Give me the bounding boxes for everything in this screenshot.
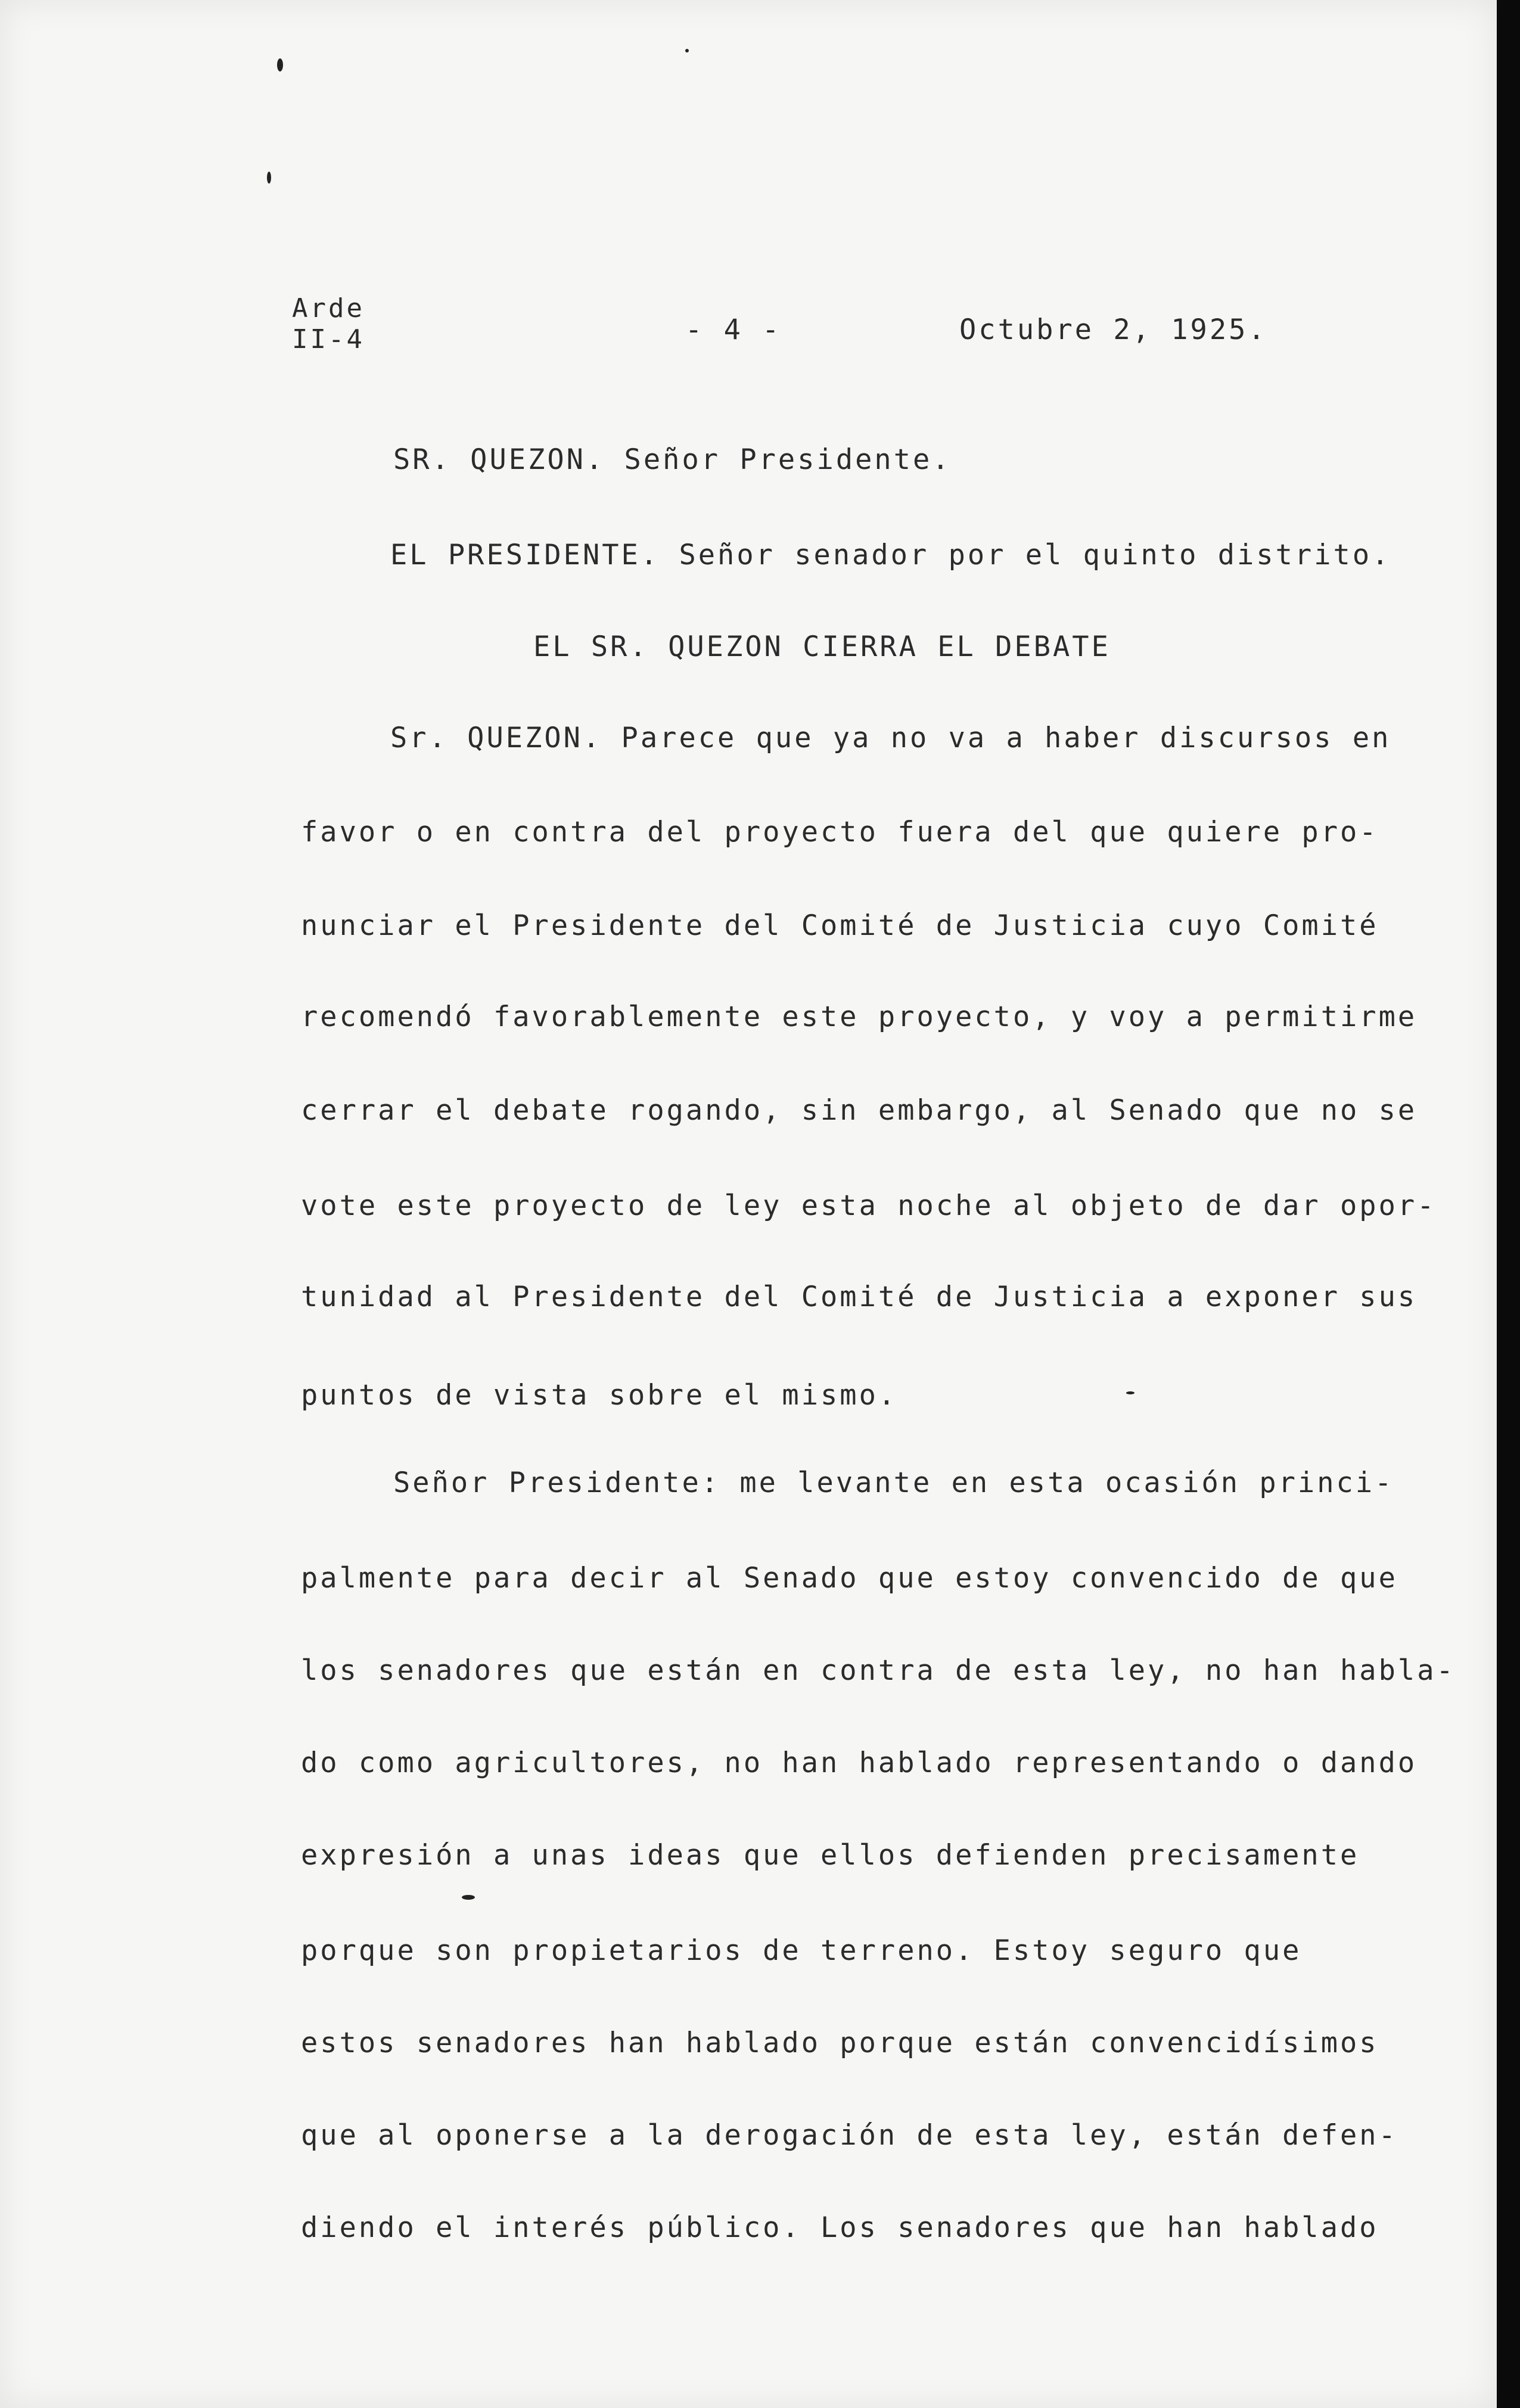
document-date: Octubre 2, 1925. bbox=[959, 313, 1267, 346]
text-line-7: recomendó favorablemente este proyecto, y voy a permitirme bbox=[301, 1001, 1418, 1033]
text-line-17: porque son propietarios de terreno. Estoy seguro que bbox=[301, 1934, 1302, 1967]
scan-speck bbox=[277, 58, 283, 72]
scan-border bbox=[1497, 0, 1520, 2408]
text-line-12: Señor Presidente: me levante en esta ocasión princi- bbox=[393, 1466, 1394, 1499]
text-line-11: puntos de vista sobre el mismo. bbox=[301, 1379, 898, 1412]
text-line-14: los senadores que están en contra de esta ley, no han habla- bbox=[301, 1654, 1456, 1687]
text-line-6: nunciar el Presidente del Comité de Justicia cuyo Comité bbox=[301, 909, 1379, 942]
text-line-5: favor o en contra del proyecto fuera del que quiere pro- bbox=[301, 816, 1379, 849]
text-line-4: Sr. QUEZON. Parece que ya no va a haber discursos en bbox=[390, 722, 1391, 754]
text-line-2: EL PRESIDENTE. Señor senador por el quinto distrito. bbox=[390, 539, 1391, 571]
text-line-19: que al oponerse a la derogación de esta ley, están defen- bbox=[301, 2119, 1398, 2152]
document-code-line-2: II-4 bbox=[292, 324, 365, 355]
scan-speck bbox=[1126, 1391, 1134, 1394]
section-heading: EL SR. QUEZON CIERRA EL DEBATE bbox=[533, 630, 1111, 663]
document-code bbox=[292, 293, 365, 355]
page-number: - 4 - bbox=[685, 313, 782, 346]
text-line-18: estos senadores han hablado porque están convencidísimos bbox=[301, 2027, 1379, 2059]
text-line-1: SR. QUEZON. Señor Presidente. bbox=[393, 443, 952, 476]
text-line-20: diendo el interés público. Los senadores que han hablado bbox=[301, 2211, 1379, 2244]
text-line-13: palmente para decir al Senado que estoy convencido de que bbox=[301, 1562, 1398, 1595]
text-line-15: do como agricultores, no han hablado representando o dando bbox=[301, 1747, 1418, 1779]
text-line-16: expresión a unas ideas que ellos defienden precisamente bbox=[301, 1839, 1360, 1872]
scan-speck bbox=[462, 1895, 475, 1900]
text-line-10: tunidad al Presidente del Comité de Justicia a exponer sus bbox=[301, 1281, 1418, 1313]
text-line-9: vote este proyecto de ley esta noche al objeto de dar opor- bbox=[301, 1189, 1437, 1222]
text-line-8: cerrar el debate rogando, sin embargo, al Senado que no se bbox=[301, 1094, 1418, 1127]
document-code-line-1: Arde bbox=[292, 293, 365, 324]
scan-speck bbox=[267, 172, 271, 184]
scan-speck bbox=[685, 49, 689, 52]
